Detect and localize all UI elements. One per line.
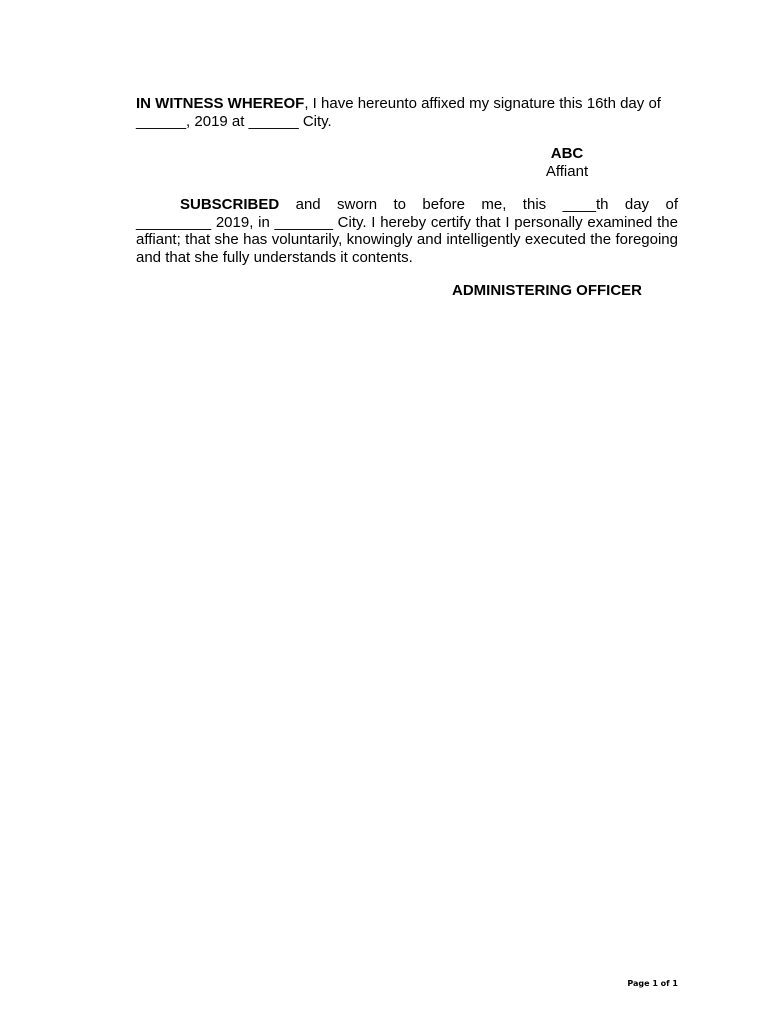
jurat-first-line <box>136 196 678 214</box>
witness-lead: IN WITNESS WHEREOF <box>136 95 305 112</box>
witness-text: , I have hereunto affixed my signature this 16th day of ______, 2019 at ______ City. <box>136 95 661 130</box>
affiant-signature-block <box>520 145 614 180</box>
affiant-name: ABC <box>550 145 584 162</box>
jurat-first-line-text: and sworn to before me, this ____th day of <box>279 196 678 213</box>
page-number: Page 1 of 1 <box>627 979 678 988</box>
witness-paragraph <box>136 95 678 130</box>
jurat-text: _________ 2019, in _______ City. I hereby certify that I personally examined the affiant; that she has voluntarily, knowingly and intelligently executed the foregoing and that she fully understands it contents. <box>136 213 678 266</box>
affiant-role: Affiant <box>545 162 589 180</box>
jurat-paragraph <box>136 196 678 266</box>
administering-officer: ADMINISTERING OFFICER <box>452 282 642 299</box>
jurat-lead: SUBSCRIBED <box>180 196 280 213</box>
